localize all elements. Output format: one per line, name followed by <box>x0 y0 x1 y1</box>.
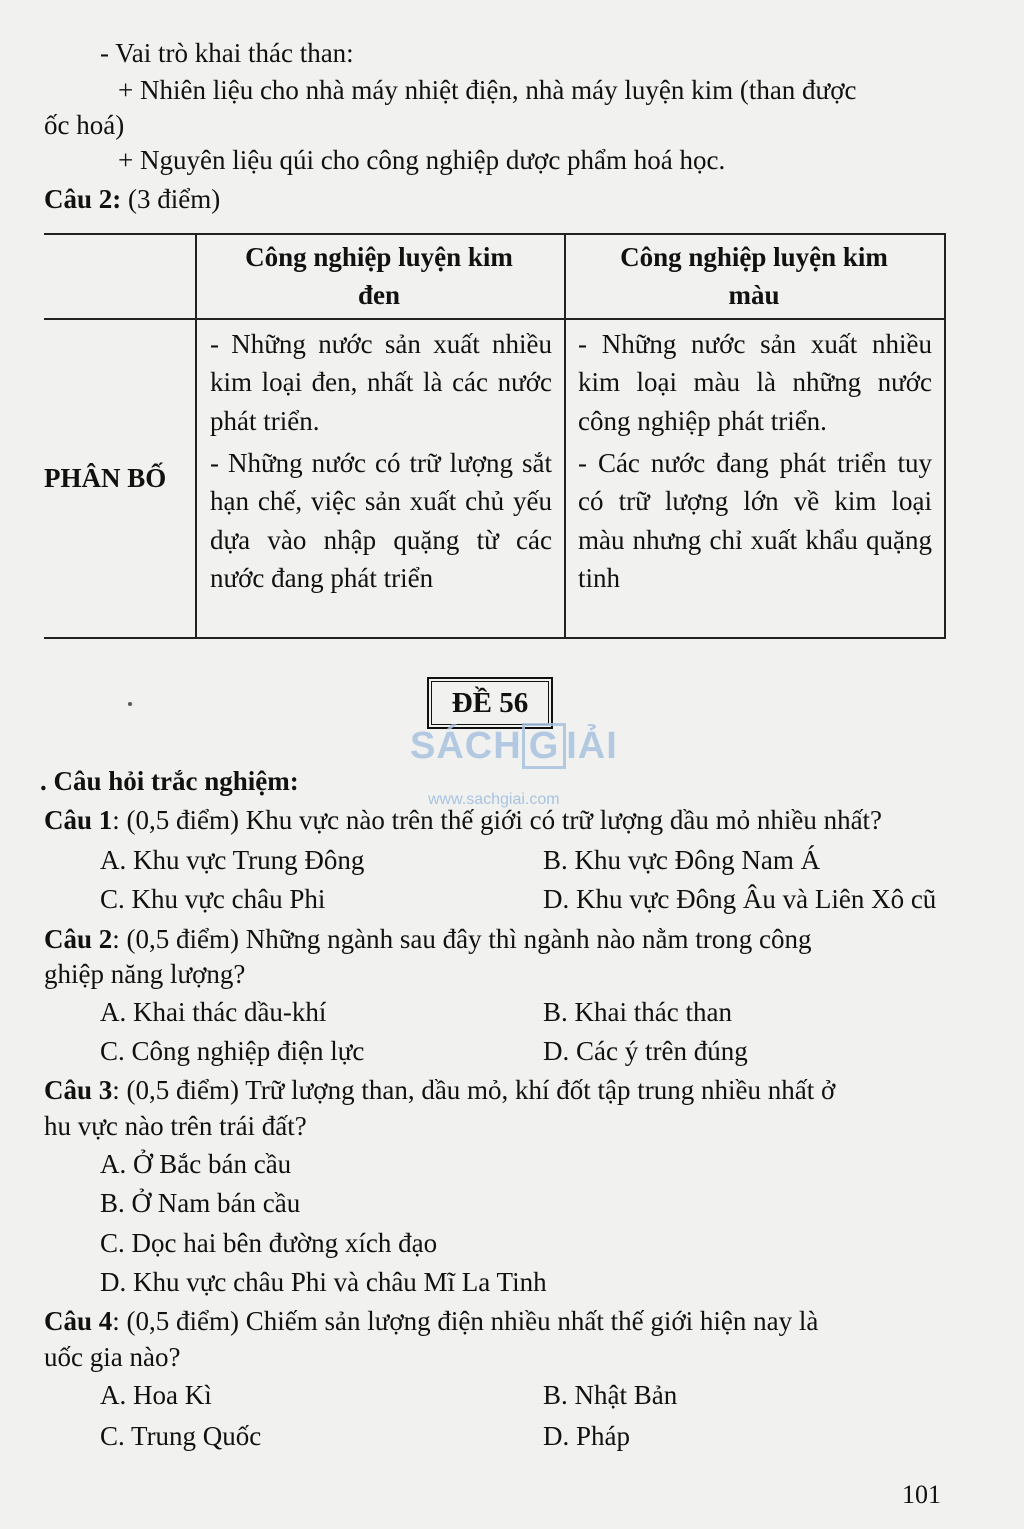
question-2-cont: ghiệp năng lượng? <box>44 959 246 989</box>
intro-line-1: - Vai trò khai thác than: <box>100 38 354 68</box>
cell-kim-mau <box>578 325 932 601</box>
comparison-table <box>44 233 946 639</box>
q1-option-a: A. Khu vực Trung Đông <box>100 845 365 875</box>
q2-option-c: C. Công nghiệp điện lực <box>100 1036 365 1066</box>
q1-option-c: C. Khu vực châu Phi <box>100 884 326 914</box>
question-4: Câu 4: (0,5 điểm) Chiếm sản lượng điện nhiều nhất thế giới hiện nay là <box>44 1306 819 1336</box>
q3-option-d: D. Khu vực châu Phi và châu Mĩ La Tinh <box>100 1267 547 1297</box>
section-title: . Câu hỏi trắc nghiệm: <box>40 766 299 796</box>
intro-line-4: + Nguyên liệu qúi cho công nghiệp dược phẩm hoá học. <box>118 145 726 175</box>
exam-title-box: ĐỀ 56 <box>427 677 553 729</box>
question-1: Câu 1: (0,5 điểm) Khu vực nào trên thế giới có trữ lượng dầu mỏ nhiều nhất? <box>44 805 883 835</box>
q2-option-d: D. Các ý trên đúng <box>543 1036 748 1066</box>
q1-option-b: B. Khu vực Đông Nam Á <box>543 845 821 875</box>
kim-den-point-1: - Những nước sản xuất nhiều kim loại đen, nhất là các nước phát triển. <box>210 329 552 436</box>
watermark-logo: SÁCH G IẢI <box>410 725 618 767</box>
watermark-g-icon: G <box>522 723 567 769</box>
question-2: Câu 2: (0,5 điểm) Những ngành sau đây thì ngành nào nằm trong công <box>44 924 812 954</box>
kim-den-point-2: - Những nước có trữ lượng sắt hạn chế, việc sản xuất chủ yếu dựa vào nhập quặng từ các nước đang phát triển <box>210 447 552 593</box>
q4-option-a: A. Hoa Kì <box>100 1380 212 1410</box>
kim-mau-point-1: - Những nước sản xuất nhiều kim loại màu là những nước công nghiệp phát triển. <box>578 329 932 436</box>
watermark-url: www.sachgiai.com <box>428 791 560 808</box>
table-header-divider <box>44 318 946 320</box>
header-kim-den: Công nghiệp luyện kim đen <box>245 242 513 310</box>
table-col-divider-1 <box>195 233 197 639</box>
q3-option-b: B. Ở Nam bán cầu <box>100 1188 301 1218</box>
q4-option-b: B. Nhật Bản <box>543 1380 678 1410</box>
question-3-cont: hu vực nào trên trái đất? <box>44 1111 307 1141</box>
speck-mark <box>128 702 132 706</box>
cau2-label: Câu 2: <box>44 184 122 214</box>
table-bottom-border <box>44 637 946 639</box>
q3-option-a: A. Ở Bắc bán cầu <box>100 1149 292 1179</box>
table-top-border <box>44 233 946 235</box>
q3-option-c: C. Dọc hai bên đường xích đạo <box>100 1228 438 1258</box>
q2-option-b: B. Khai thác than <box>543 997 732 1027</box>
kim-mau-point-2: - Các nước đang phát triển tuy có trữ lượng lớn về kim loại màu nhưng chỉ xuất khẩu quặng tinh <box>578 447 932 593</box>
q1-option-d: D. Khu vực Đông Âu và Liên Xô cũ <box>543 884 937 914</box>
page-number: 101 <box>902 1480 941 1509</box>
cau2-points: (3 điểm) <box>128 184 221 214</box>
intro-line-3: ốc hoá) <box>44 110 125 140</box>
question-4-cont: uốc gia nào? <box>44 1342 181 1372</box>
q4-option-d: D. Pháp <box>543 1421 630 1451</box>
table-col-divider-2 <box>564 233 566 639</box>
intro-line-2: + Nhiên liệu cho nhà máy nhiệt điện, nhà máy luyện kim (than được <box>118 75 857 105</box>
question-3: Câu 3: (0,5 điểm) Trữ lượng than, dầu mỏ, khí đốt tập trung nhiều nhất ở <box>44 1075 836 1105</box>
q2-option-a: A. Khai thác dầu-khí <box>100 997 327 1027</box>
cell-kim-den <box>210 325 552 601</box>
q4-option-c: C. Trung Quốc <box>100 1421 262 1451</box>
row-label-phan-bo: PHÂN BỐ <box>44 463 167 493</box>
table-right-border <box>944 233 946 639</box>
cau2-heading <box>44 182 220 217</box>
header-kim-mau: Công nghiệp luyện kim màu <box>620 242 888 310</box>
